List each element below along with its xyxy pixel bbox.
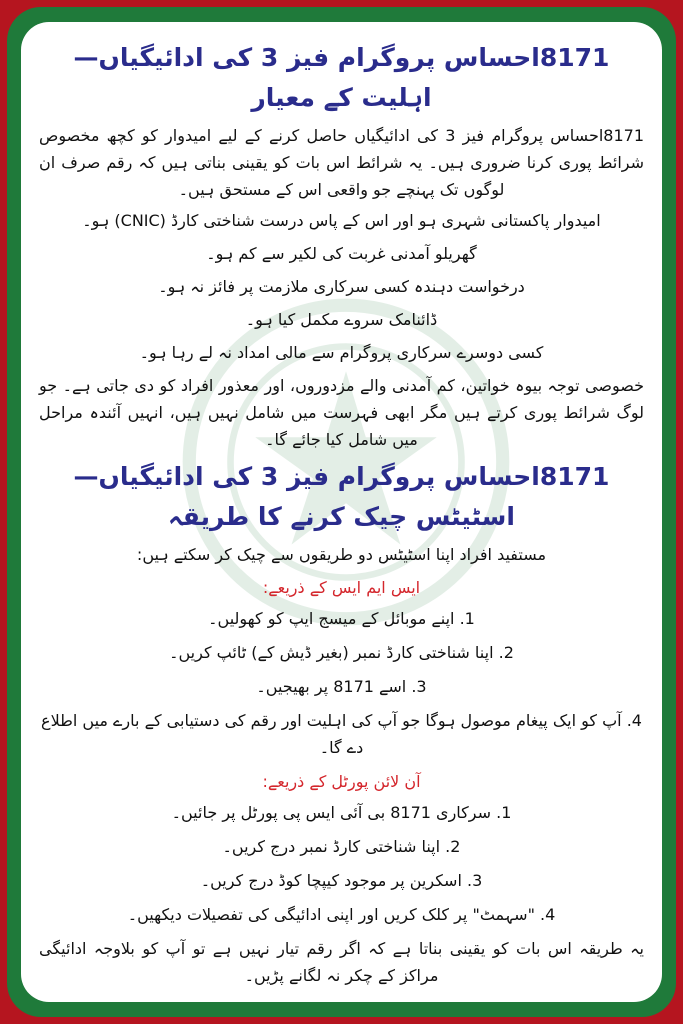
online-step: 4. "سہمٹ" پر کلک کریں اور اپنی ادائیگی کی تفصیلات دیکھیں۔ xyxy=(127,905,556,924)
criteria-item: ڈائنامک سروے مکمل کیا ہو۔ xyxy=(245,310,438,329)
sms-step: 3. اسے 8171 پر بھیجیں۔ xyxy=(256,677,427,696)
eligibility-note: خصوصی توجہ بیوہ خواتین، کم آمدنی والے مزدوروں، اور معذور افراد کو دی جاتی ہے۔ جو لوگ شرائط پوری کرتے ہیں مگر ابھی فہرست میں شامل نہیں ہیں، انہیں آئندہ مراحل میں شامل کیا جائے گا۔ xyxy=(39,376,644,449)
closing-text: یہ طریقہ اس بات کو یقینی بناتا ہے کہ اگر رقم تیار نہیں ہے تو آپ کو بلاوجہ ادائیگی مراکز کے چکر نہ لگانے پڑیں۔ xyxy=(39,939,644,985)
eligibility-heading: 8171احساس پروگرام فیز 3 کی ادائیگیاں—اہلیت کے معیار xyxy=(73,43,610,112)
sms-step: 2. اپنا شناختی کارڈ نمبر (بغیر ڈیش کے) ٹائپ کریں۔ xyxy=(169,643,514,662)
eligibility-intro: 8171احساس پروگرام فیز 3 کی ادائیگیاں حاصل کرنے کے لیے امیدوار کو کچھ مخصوص شرائط پوری کرنا ضروری ہیں۔ یہ شرائط اس بات کو یقینی بناتی ہیں کہ رقم صرف ان لوگوں تک پہنچے جو واقعی اس کے مستحق ہیں۔ xyxy=(39,126,644,199)
criteria-item: کسی دوسرے سرکاری پروگرام سے مالی امداد نہ لے رہا ہو۔ xyxy=(139,343,544,362)
sms-step: 1. اپنے موبائل کے میسج ایپ کو کھولیں۔ xyxy=(208,609,475,628)
online-step: 1. سرکاری 8171 بی آئی ایس پی پورٹل پر جائیں۔ xyxy=(171,803,512,822)
online-method-label: آن لائن پورٹل کے ذریعے: xyxy=(262,772,421,791)
criteria-item: امیدوار پاکستانی شہری ہو اور اس کے پاس درست شناختی کارڈ (CNIC) ہو۔ xyxy=(82,211,601,230)
criteria-item: درخواست دہندہ کسی سرکاری ملازمت پر فائز نہ ہو۔ xyxy=(158,277,525,296)
sms-method-label: ایس ایم ایس کے ذریعے: xyxy=(262,578,421,597)
sms-step: 4. آپ کو ایک پیغام موصول ہوگا جو آپ کی اہلیت اور رقم کی دستیابی کے بارے میں اطلاع دے گا۔ xyxy=(41,711,642,757)
online-step: 2. اپنا شناختی کارڈ نمبر درج کریں۔ xyxy=(222,837,461,856)
status-check-heading: 8171احساس پروگرام فیز 3 کی ادائیگیاں—اسٹیٹس چیک کرنے کا طریقہ xyxy=(73,462,610,531)
online-step: 3. اسکرین پر موجود کیپچا کوڈ درج کریں۔ xyxy=(200,871,483,890)
criteria-item: گھریلو آمدنی غربت کی لکیر سے کم ہو۔ xyxy=(206,244,477,263)
article xyxy=(39,36,644,993)
status-check-intro: مستفید افراد اپنا اسٹیٹس دو طریقوں سے چیک کر سکتے ہیں: xyxy=(136,545,547,564)
content-card xyxy=(21,22,662,1002)
